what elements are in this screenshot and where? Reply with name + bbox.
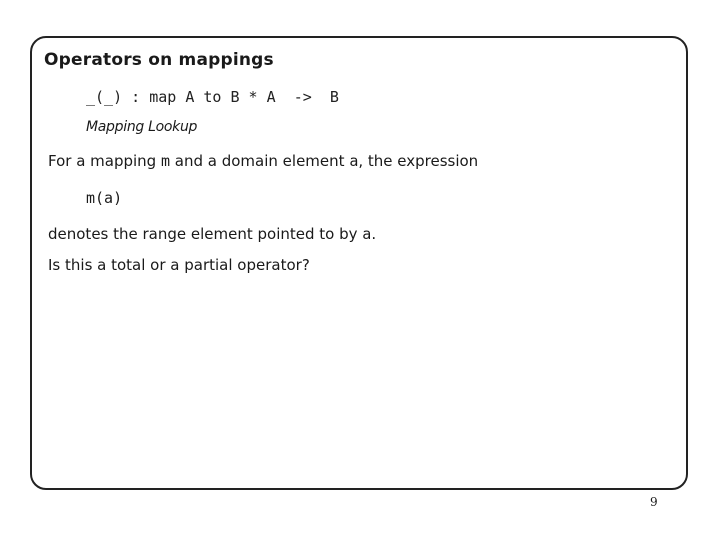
paragraph-text: For a mapping <box>48 152 161 170</box>
paragraph-text: and a domain element <box>170 152 350 170</box>
meaning-paragraph <box>48 225 376 243</box>
variable-a: a <box>362 225 372 243</box>
paragraph-text: denotes the range element pointed to by <box>48 225 363 243</box>
paragraph-text: . <box>371 225 377 243</box>
operator-signature: _(_) : map A to B * A -> B <box>86 88 339 106</box>
variable-a: a <box>349 152 359 170</box>
slide-title: Operators on mappings <box>44 50 274 70</box>
definition-paragraph <box>48 152 478 170</box>
page-number: 9 <box>650 495 658 509</box>
question-paragraph: Is this a total or a partial operator? <box>48 256 310 274</box>
section-subheading: Mapping Lookup <box>86 119 198 135</box>
variable-m: m <box>160 152 171 170</box>
paragraph-text: , the expression <box>358 152 479 170</box>
lookup-expression: m(a) <box>86 189 123 207</box>
